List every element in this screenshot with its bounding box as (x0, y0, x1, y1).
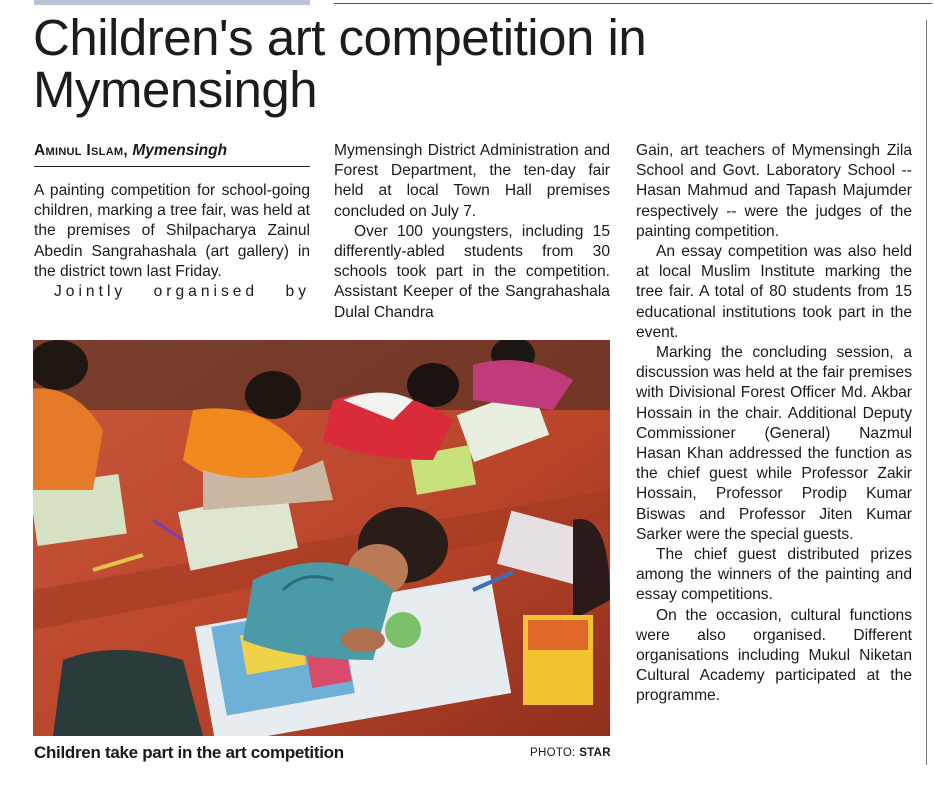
article-column-1 (34, 181, 310, 302)
photo-caption: Children take part in the art competition (34, 743, 344, 762)
top-rule (334, 3, 932, 4)
paragraph: On the occasion, cultural functions were also organised. Different organisations including Mukul Niketan Cultural Academy participated at the programme. (636, 606, 912, 705)
article-column-2 (334, 141, 610, 323)
paragraph: Marking the concluding session, a discussion was held at the fair premises with Divisional Forest Officer Md. Akbar Hossain in the chair. Additional Deputy Commissioner (General) Nazmul Hasan Khan addressed the function as the chief guest while Professor Zakir Hossain, Professor Prodip Kumar Biswas and Professor Jiten Kumar Sarker were the special guests. (636, 344, 912, 543)
byline-location: Mymensingh (132, 142, 228, 159)
column-rule-right (926, 20, 927, 765)
paragraph: Over 100 youngsters, including 15 differently-abled students from 30 schools took part in the competition. Assistant Keeper of the Sangrahashala Dulal Chandra (334, 222, 610, 321)
paragraph: A painting competition for school-going children, marking a tree fair, was held at the premises of Shilpacharya Zainul Abedin Sangrahashala (art gallery) in the district town last Friday. (34, 182, 310, 280)
paragraph: An essay competition was also held at local Muslim Institute marking the tree fair. A total of 80 students from 15 educational institutions took part in the event. (636, 243, 912, 341)
article-photo (33, 340, 610, 736)
paragraph: Mymensingh District Administration and Forest Department, the ten-day fair held at local Town Hall premises concluded on July 7. (334, 142, 610, 220)
byline (34, 142, 310, 167)
article-headline: Children's art competition in Mymensingh (33, 9, 647, 118)
paragraph: Jointly organised by (54, 283, 310, 301)
paragraph: The chief guest distributed prizes among the winners of the painting and essay competitions. (636, 546, 912, 604)
paragraph: Gain, art teachers of Mymensingh Zila School and Govt. Laboratory School -- Hasan Mahmud and Tapash Majumder respectively -- were the judges of the painting competition. (636, 142, 912, 240)
photo-credit (530, 747, 611, 759)
children-painting-illustration (33, 340, 610, 736)
photo-credit-prefix: PHOTO: (530, 747, 576, 759)
article-column-3 (636, 141, 912, 707)
byline-author: Aminul Islam, (34, 142, 129, 159)
top-accent-bar (34, 0, 310, 5)
photo-credit-source: STAR (579, 747, 611, 759)
